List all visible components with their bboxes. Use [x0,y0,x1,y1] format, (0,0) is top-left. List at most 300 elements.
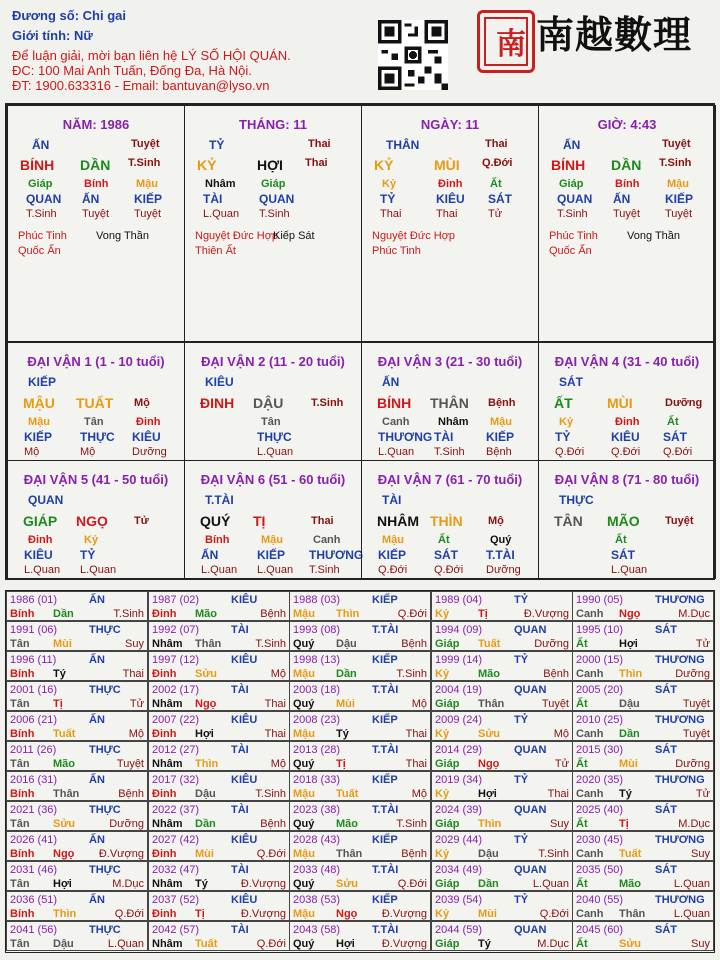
year-state: Q.Đới [114,908,144,920]
year-label: 2017 (32) [152,774,200,786]
year-branch: Dậu [478,848,499,860]
dai-van-hidden-stem: Tân [84,416,104,428]
pillar-god-stem: ẤN [563,138,581,152]
dai-van-stem: BÍNH [377,395,412,411]
year-state: Suy [691,848,710,860]
year-label: 2032 (47) [152,864,200,876]
year-branch: Dậu [336,638,357,650]
year-cell [572,891,714,921]
year-god: QUAN [514,624,547,636]
year-god: ẤN [89,894,105,906]
year-cell [572,651,714,681]
dai-van-hidden-state: Q.Đới [663,446,693,458]
year-god: KIẾP [372,594,398,606]
year-label: 2016 (31) [10,774,58,786]
phone-email[interactable]: ĐT: 1900.633316 - Email: bantuvan@lyso.vn [12,78,270,93]
year-branch: Dần [53,608,74,620]
year-state: Tuyệt [541,698,569,710]
year-stem: Nhâm [152,938,183,950]
year-state: Mộ [553,728,569,740]
year-cell [289,711,431,741]
year-cell [289,681,431,711]
year-cell [148,621,290,651]
year-branch: Sửu [336,878,359,890]
dai-van-panel [7,342,185,461]
dai-van-god: KIẾP [28,375,57,389]
star-label: Nguyệt Đức Hợp [372,230,456,242]
year-stem: Bính [10,668,35,680]
pillar-state: T.Sinh [659,157,692,169]
pillar-god-state: Thai [308,138,331,150]
year-stem: Bính [10,908,35,920]
year-cell [6,681,148,711]
year-state: Dưỡng [675,758,710,770]
year-branch: Hợi [478,788,497,800]
year-state: Dưỡng [675,668,710,680]
dai-van-branch: MÃO [607,513,640,529]
year-state: L.Quan [532,878,569,890]
year-stem: Nhâm [152,758,183,770]
year-label: 2003 (18) [293,684,341,696]
year-god: THỰC [89,684,121,696]
star-label: Thiên Ất [195,245,236,257]
year-cell [148,591,290,621]
hidden-stem: Bính [615,178,640,190]
year-state: T.Sinh [396,668,427,680]
dai-van-panel [7,460,185,579]
pillar-title: NĂM: 1986 [62,117,130,132]
dai-van-hidden-state: L.Quan [257,564,294,576]
brand-logo: 南越數理 [536,12,693,57]
year-cell [289,921,431,951]
year-label: 2023 (38) [293,804,341,816]
dai-van-god: QUAN [28,493,64,507]
dai-van-panel [184,460,362,579]
year-cell [431,771,573,801]
year-cell [148,921,290,951]
year-branch: Sửu [619,938,642,950]
year-cell [6,801,148,831]
pillar-god-stem: ẤN [32,138,50,152]
year-god: KIÊU [231,834,258,846]
year-branch: Mão [619,878,641,890]
dai-van-stem: TÂN [554,513,583,529]
dai-van-hidden-stem: Mậu [261,534,283,546]
year-stem: Canh [576,908,604,920]
year-branch: Tị [53,698,63,710]
year-cell [148,891,290,921]
year-cell [431,741,573,771]
year-label: 2005 (20) [576,684,624,696]
hidden-stem: Mậu [136,178,158,190]
year-cell [572,741,714,771]
year-label: 2025 (40) [576,804,624,816]
year-label: 1996 (11) [10,654,57,666]
year-label: 2006 (21) [10,714,58,726]
year-god: QUAN [514,684,547,696]
year-cell [289,771,431,801]
year-branch: Hợi [195,728,214,740]
year-branch: Hợi [53,878,72,890]
year-label: 1992 (07) [152,624,200,636]
dai-van-stem: GIÁP [23,513,58,529]
year-state: Dưỡng [109,818,144,830]
year-cell [431,861,573,891]
dai-van-title: ĐẠI VẬN 7 (61 - 70 tuổi) [377,472,523,487]
dai-van-branch: THÌN [430,513,463,529]
year-stem: Ất [576,938,588,950]
year-branch: Dần [619,728,640,740]
year-god: TÀI [231,924,249,936]
year-state: Mộ [411,788,427,800]
year-label: 2019 (34) [435,774,483,786]
year-label: 2004 (19) [435,684,483,696]
year-god: QUAN [514,804,547,816]
year-stem: Ất [576,878,588,890]
year-label: 2044 (59) [435,924,483,936]
year-state: M.Dục [537,938,569,950]
dai-van-stem: QUÝ [200,513,231,529]
hidden-stem: Giáp [28,178,53,190]
year-stem: Bính [10,608,35,620]
year-label: 2021 (36) [10,804,58,816]
year-god: TÀI [231,744,249,756]
dai-van-state: Mộ [134,397,150,409]
year-god: ẤN [89,594,105,606]
year-state: Tử [554,758,569,770]
year-branch: Mùi [53,638,72,650]
year-branch: Dần [478,878,499,890]
year-cell [572,621,714,651]
dai-van-hidden-stem: Mậu [382,534,404,546]
year-state: Dưỡng [534,638,569,650]
year-god: TÀI [231,624,249,636]
hidden-god: KIẾP [134,192,163,206]
year-label: 2041 (56) [10,924,58,936]
year-branch: Thìn [53,908,77,920]
address: ĐC: 100 Mai Anh Tuấn, Đống Đa, Hà Nội. [12,63,252,78]
year-god: T.TÀI [372,864,399,876]
dai-van-hidden-stem: Kỷ [84,534,99,546]
pillar-title: GIỜ: 4:43 [597,117,657,132]
dai-van-hidden-stem: Nhâm [438,416,469,428]
owner-name: Đương số: Chi gai [12,8,126,23]
dai-van-state: Tuyệt [665,515,694,527]
year-stem: Ất [576,698,588,710]
year-branch: Tý [619,788,632,800]
dai-van-hidden-stem: Mậu [490,416,512,428]
year-god: T.TÀI [372,744,399,756]
dai-van-hidden-stem: Đinh [28,534,53,546]
pillar-title: NGÀY: 11 [420,117,480,132]
year-cell [289,891,431,921]
year-stem: Tân [10,758,30,770]
year-stem: Đinh [152,788,177,800]
year-branch: Tuất [619,848,642,860]
dai-van-branch: THÂN [430,395,469,411]
year-state: Mộ [411,698,427,710]
year-state: Thai [405,758,427,770]
year-state: Tuyệt [682,698,710,710]
year-branch: Dần [336,668,357,680]
dai-van-hidden-god: KIÊU [132,430,161,444]
year-stem: Quý [293,818,315,830]
dai-van-hidden-stem: Ất [667,416,679,428]
year-label: 1997 (12) [152,654,200,666]
year-state: Đ.Vượng [381,938,427,950]
pillar-stem: BÍNH [20,157,55,173]
hidden-god: SÁT [488,192,512,206]
year-stem: Nhâm [152,818,183,830]
year-god: ẤN [89,714,105,726]
year-god: KIÊU [231,774,258,786]
dai-van-hidden-state: L.Quan [24,564,61,576]
year-god: THƯƠNG [655,894,705,906]
year-label: 2034 (49) [435,864,483,876]
hidden-god: ẤN [82,192,100,206]
year-label: 2000 (15) [576,654,624,666]
dai-van-panel [361,460,539,579]
year-state: Tử [129,698,144,710]
dai-van-title: ĐẠI VẬN 2 (11 - 20 tuổi) [201,354,345,369]
year-god: THƯƠNG [655,594,705,606]
year-stem: Kỷ [435,908,450,920]
year-state: T.Sinh [538,848,569,860]
year-state: Thai [264,698,286,710]
year-god: KIẾP [372,654,398,666]
hidden-state: T.Sinh [259,208,290,220]
year-state: Tuyệt [116,758,144,770]
year-stem: Kỷ [435,668,450,680]
year-cell [6,741,148,771]
year-stem: Giáp [435,878,460,890]
dai-van-hidden-god: KIÊU [611,430,640,444]
year-god: THỰC [89,624,121,636]
year-label: 2035 (50) [576,864,624,876]
dai-van-title: ĐẠI VẬN 8 (71 - 80 tuổi) [554,472,700,487]
dai-van-panel [184,342,362,461]
year-state: L.Quan [107,938,144,950]
year-branch: Ngọ [336,908,358,920]
year-branch: Dậu [53,938,74,950]
year-branch: Tị [619,818,629,830]
dai-van-god: TÀI [382,493,402,507]
dai-van-hidden-stem: Tân [261,416,281,428]
hidden-state: Tuyệt [82,208,110,220]
year-state: M.Dục [112,878,144,890]
year-state: Bệnh [543,668,569,680]
year-cell [431,921,573,951]
year-god: SÁT [655,624,677,636]
hidden-god: QUAN [259,192,295,206]
year-stem: Mậu [293,788,315,800]
dai-van-hidden-god: THƯƠNG [378,430,433,444]
hidden-state: T.Sinh [557,208,588,220]
year-god: ẤN [89,834,105,846]
year-cell [431,711,573,741]
pillar-god-stem: THÂN [386,138,420,152]
year-stem: Nhâm [152,638,183,650]
year-state: Bệnh [260,608,286,620]
dai-van-hidden-god: KIẾP [486,430,515,444]
year-stem: Mậu [293,728,315,740]
year-state: Thai [264,728,286,740]
dai-van-hidden-state: Dưỡng [486,564,521,576]
dai-van-hidden-state: L.Quan [201,564,238,576]
year-state: Mộ [270,758,286,770]
year-state: Mộ [128,728,144,740]
year-cell [148,741,290,771]
year-stem: Đinh [152,728,177,740]
year-cell [431,801,573,831]
dai-van-hidden-state: Q.Đới [378,564,408,576]
year-cell [6,621,148,651]
year-branch: Thìn [478,818,502,830]
year-branch: Tý [478,938,491,950]
dai-van-god: THỰC [559,493,594,507]
year-state: Đ.Vượng [381,908,427,920]
year-god: QUAN [514,744,547,756]
year-god: TÀI [231,804,249,816]
dai-van-hidden-state: Q.Đới [434,564,464,576]
gender: Giới tính: Nữ [12,28,93,43]
dai-van-stem: ĐINH [200,395,235,411]
dai-van-hidden-stem: Đinh [136,416,161,428]
hidden-stem: Giáp [261,178,286,190]
year-cell [289,591,431,621]
year-cell [148,651,290,681]
year-branch: Thân [336,848,363,860]
star-label: Quốc Ấn [18,245,61,257]
hidden-state: Tuyệt [665,208,693,220]
year-state: Thai [405,728,427,740]
year-cell [289,801,431,831]
year-god: TỶ [514,714,529,726]
pillar-state: T.Sinh [128,157,161,169]
year-branch: Thân [53,788,80,800]
year-grid [5,590,715,953]
dai-van-hidden-god: ẤN [201,548,219,562]
year-stem: Quý [293,758,315,770]
year-state: Bệnh [401,638,427,650]
year-label: 2028 (43) [293,834,341,846]
year-cell [148,771,290,801]
pillar-branch: DẦN [611,157,642,173]
dai-van-branch: NGỌ [76,513,108,529]
year-label: 2013 (28) [293,744,341,756]
year-god: THỰC [89,744,121,756]
year-stem: Mậu [293,608,315,620]
dai-van-hidden-stem: Kỷ [559,416,574,428]
year-cell [289,861,431,891]
year-cell [431,681,573,711]
year-branch: Tuất [478,638,501,650]
year-cell [148,711,290,741]
pillar-branch: DẦN [80,157,111,173]
year-state: T.Sinh [255,788,286,800]
year-branch: Ngọ [53,848,75,860]
year-state: L.Quan [673,908,710,920]
year-state: Bệnh [118,788,144,800]
dai-van-hidden-god: SÁT [434,548,458,562]
year-state: M.Dục [678,818,710,830]
hidden-stem: Giáp [559,178,584,190]
dai-van-hidden-stem: Mậu [28,416,50,428]
year-cell [572,861,714,891]
year-branch: Tị [195,908,205,920]
year-state: Đ.Vượng [523,608,569,620]
year-god: ẤN [89,654,105,666]
dai-van-title: ĐẠI VẬN 6 (51 - 60 tuổi) [200,472,346,487]
year-god: TÀI [231,864,249,876]
star-label: Phúc Tinh [549,230,598,242]
pillar-branch: HỢI [257,157,283,173]
dai-van-stem: NHÂM [377,513,419,529]
pillar-stem: KỶ [374,157,394,173]
star-label: Quốc Ấn [549,245,592,257]
year-label: 2018 (33) [293,774,341,786]
dai-van-hidden-god: SÁT [663,430,687,444]
year-cell [6,591,148,621]
year-branch: Mão [478,668,500,680]
year-god: THƯƠNG [655,774,705,786]
year-state: Bệnh [260,818,286,830]
year-stem: Tân [10,878,30,890]
year-stem: Giáp [435,758,460,770]
hidden-state: Tử [488,208,503,220]
year-cell [6,771,148,801]
pillar-god-stem: TỶ [209,138,225,152]
year-stem: Quý [293,638,315,650]
year-branch: Tuất [195,938,218,950]
year-label: 1986 (01) [10,594,58,606]
year-state: Suy [125,638,144,650]
pillar-stem: BÍNH [551,157,586,173]
year-god: THƯƠNG [655,714,705,726]
year-stem: Ất [576,638,588,650]
year-branch: Mùi [195,848,214,860]
year-label: 1995 (10) [576,624,624,636]
dai-van-state: Tử [134,515,149,527]
year-stem: Canh [576,608,604,620]
year-god: THỰC [89,864,121,876]
year-stem: Bính [10,848,35,860]
dai-van-hidden-god: TÀI [434,430,454,444]
year-stem: Đinh [152,608,177,620]
dai-van-hidden-state: Q.Đới [555,446,585,458]
year-stem: Canh [576,788,604,800]
year-god: KIÊU [231,594,258,606]
year-god: KIẾP [372,774,398,786]
star-label: Vong Thần [96,230,150,242]
year-stem: Giáp [435,698,460,710]
year-stem: Tân [10,698,30,710]
year-label: 1987 (02) [152,594,200,606]
year-branch: Thân [619,908,646,920]
hidden-stem: Kỷ [382,178,397,190]
year-god: SÁT [655,924,677,936]
year-god: TỶ [514,894,529,906]
year-branch: Thìn [195,758,219,770]
year-label: 2036 (51) [10,894,58,906]
seal-stamp: 南 [477,10,535,73]
year-cell [6,711,148,741]
year-cell [431,651,573,681]
year-cell [6,831,148,861]
year-branch: Tý [53,668,66,680]
year-cell [431,621,573,651]
year-branch: Hợi [336,938,355,950]
